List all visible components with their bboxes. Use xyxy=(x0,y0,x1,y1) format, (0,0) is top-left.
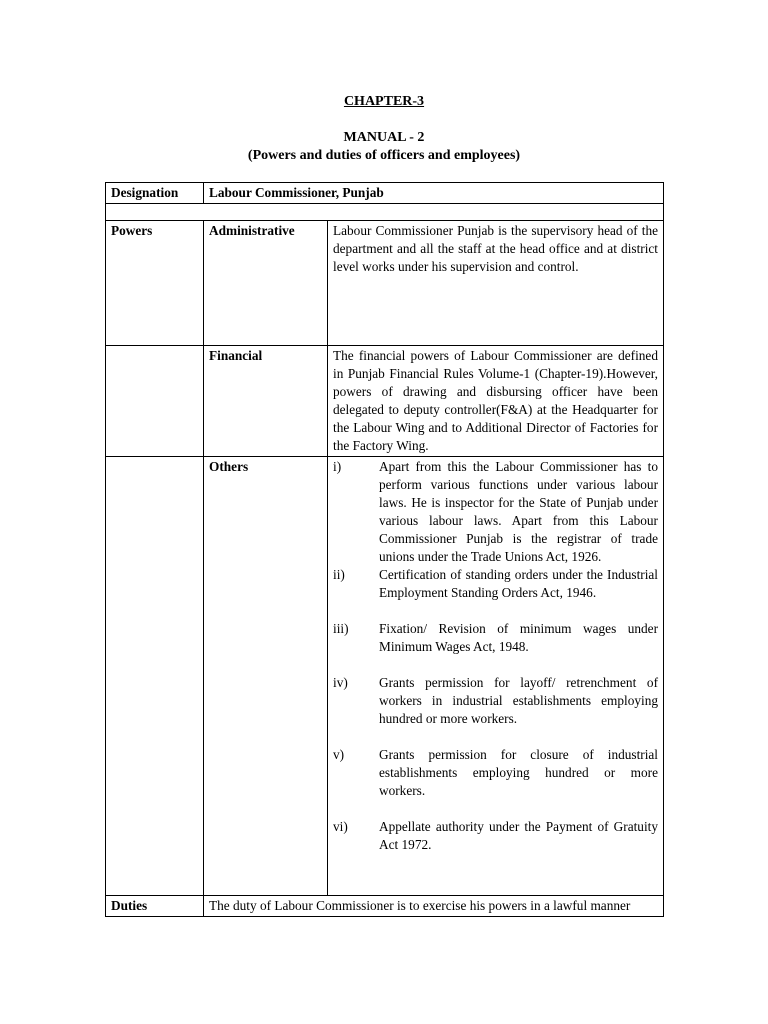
powers-label: Powers xyxy=(106,221,204,346)
administrative-row xyxy=(106,221,664,346)
powers-duties-table xyxy=(105,182,664,917)
designation-row xyxy=(106,183,664,204)
financial-row xyxy=(106,346,664,457)
administrative-text: Labour Commissioner Punjab is the supervisory head of the department and all the staff at the head office and at district level works under his supervision and control. xyxy=(328,221,664,346)
manual-subtitle: (Powers and duties of officers and employees) xyxy=(247,148,521,163)
list-item: iv) Grants permission for layoff/ retrenchment of workers in industrial establishments employing hundred or more workers. xyxy=(333,675,658,726)
list-item: vi) Appellate authority under the Payment of Gratuity Act 1972. xyxy=(333,819,658,852)
duties-row xyxy=(106,896,664,917)
duties-label: Duties xyxy=(106,896,204,917)
administrative-label: Administrative xyxy=(204,221,328,346)
designation-label: Designation xyxy=(106,183,204,204)
financial-text: The financial powers of Labour Commissioner are defined in Punjab Financial Rules Volume-1 (Chapter-19).However, powers of drawing and disbursing officer have been delegated to deputy controller(F&A) at the Headquarter for the Labour Wing and to Additional Director of Factories for the Factory Wing. xyxy=(328,346,664,457)
others-list xyxy=(333,458,658,854)
chapter-heading: CHAPTER-3 xyxy=(343,94,425,109)
others-list-cell xyxy=(328,457,664,896)
others-row xyxy=(106,457,664,896)
designation-value: Labour Commissioner, Punjab xyxy=(204,183,664,204)
manual-heading: MANUAL - 2 xyxy=(343,130,425,145)
spacer-row xyxy=(106,204,664,221)
empty-cell xyxy=(106,457,204,896)
list-item: i) Apart from this the Labour Commissioner has to perform various functions under various labour laws. He is inspector for the State of Punjab under various labour laws. Apart from this Labour Commissioner Punjab is the registrar of trade unions under the Trade Unions Act, 1926. xyxy=(333,459,658,564)
list-item: v) Grants permission for closure of industrial establishments employing hundred or more workers. xyxy=(333,747,658,798)
list-item: ii) Certification of standing orders under the Industrial Employment Standing Orders Act, 1946. xyxy=(333,567,658,600)
others-label: Others xyxy=(204,457,328,896)
duties-text: The duty of Labour Commissioner is to exercise his powers in a lawful manner xyxy=(204,896,664,917)
financial-label: Financial xyxy=(204,346,328,457)
empty-cell xyxy=(106,346,204,457)
list-item: iii) Fixation/ Revision of minimum wages under Minimum Wages Act, 1948. xyxy=(333,621,658,654)
